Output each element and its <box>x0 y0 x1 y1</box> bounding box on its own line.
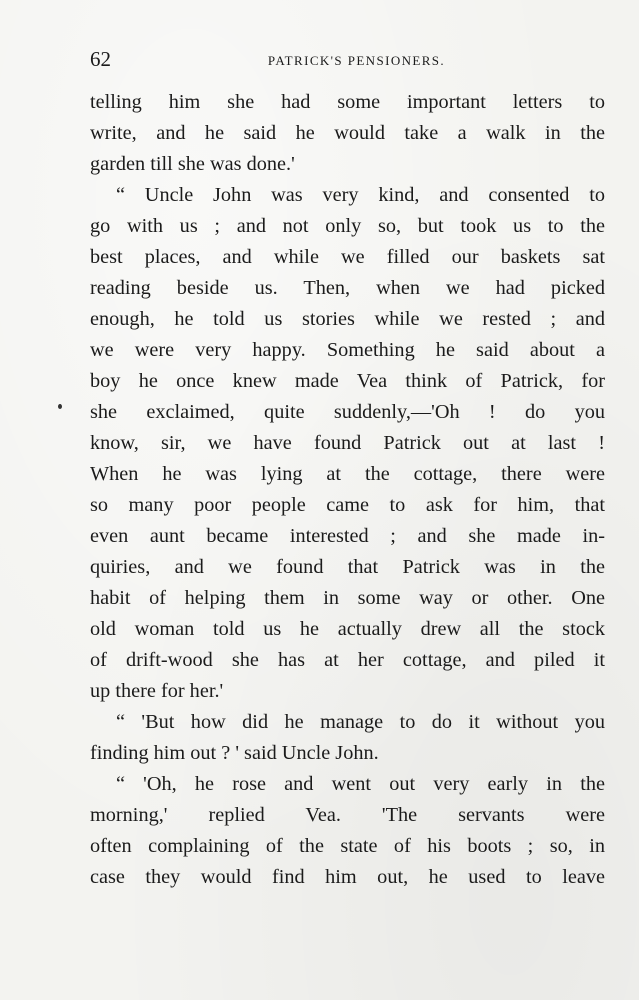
text-line: reading beside us. Then, when we had picked <box>90 277 605 299</box>
running-title: PATRICK'S PENSIONERS. <box>267 53 446 68</box>
text-line: garden till she was done.' <box>90 153 295 175</box>
ink-speck <box>58 404 62 409</box>
text-line: we were very happy. Something he said about a <box>90 339 605 361</box>
text-line: boy he once knew made Vea think of Patrick, for <box>90 370 605 392</box>
text-line: best places, and while we filled our baskets sat <box>90 246 605 268</box>
text-line: she exclaimed, quite suddenly,—'Oh ! do you <box>90 401 605 423</box>
text-line: go with us ; and not only so, but took us to the <box>90 215 605 237</box>
text-line: often complaining of the state of his boots ; so, in <box>90 835 605 857</box>
page-header <box>90 44 605 74</box>
page-number: 62 <box>90 47 111 71</box>
text-line: of drift-wood she has at her cottage, and piled it <box>90 649 605 671</box>
text-line: write, and he said he would take a walk in the <box>90 122 605 144</box>
body-text <box>90 87 605 893</box>
text-line: telling him she had some important letters to <box>90 91 605 113</box>
text-line: case they would find him out, he used to leave <box>90 866 605 888</box>
text-line: so many poor people came to ask for him, that <box>90 494 605 516</box>
text-line: morning,' replied Vea. 'The servants were <box>90 804 605 826</box>
text-line: enough, he told us stories while we rested ; and <box>90 308 605 330</box>
text-line: quiries, and we found that Patrick was in the <box>90 556 605 578</box>
text-line: habit of helping them in some way or other. One <box>90 587 605 609</box>
text-line: even aunt became interested ; and she made in- <box>90 525 605 547</box>
text-line: “ 'But how did he manage to do it without you <box>116 711 605 733</box>
text-line: old woman told us he actually drew all the stock <box>90 618 605 640</box>
text-line: finding him out ? ' said Uncle John. <box>90 742 379 764</box>
text-line: “ Uncle John was very kind, and consented to <box>116 184 605 206</box>
text-line: “ 'Oh, he rose and went out very early in the <box>116 773 605 795</box>
text-line: up there for her.' <box>90 680 224 702</box>
text-line: When he was lying at the cottage, there were <box>90 463 605 485</box>
text-line: know, sir, we have found Patrick out at last ! <box>90 432 605 454</box>
